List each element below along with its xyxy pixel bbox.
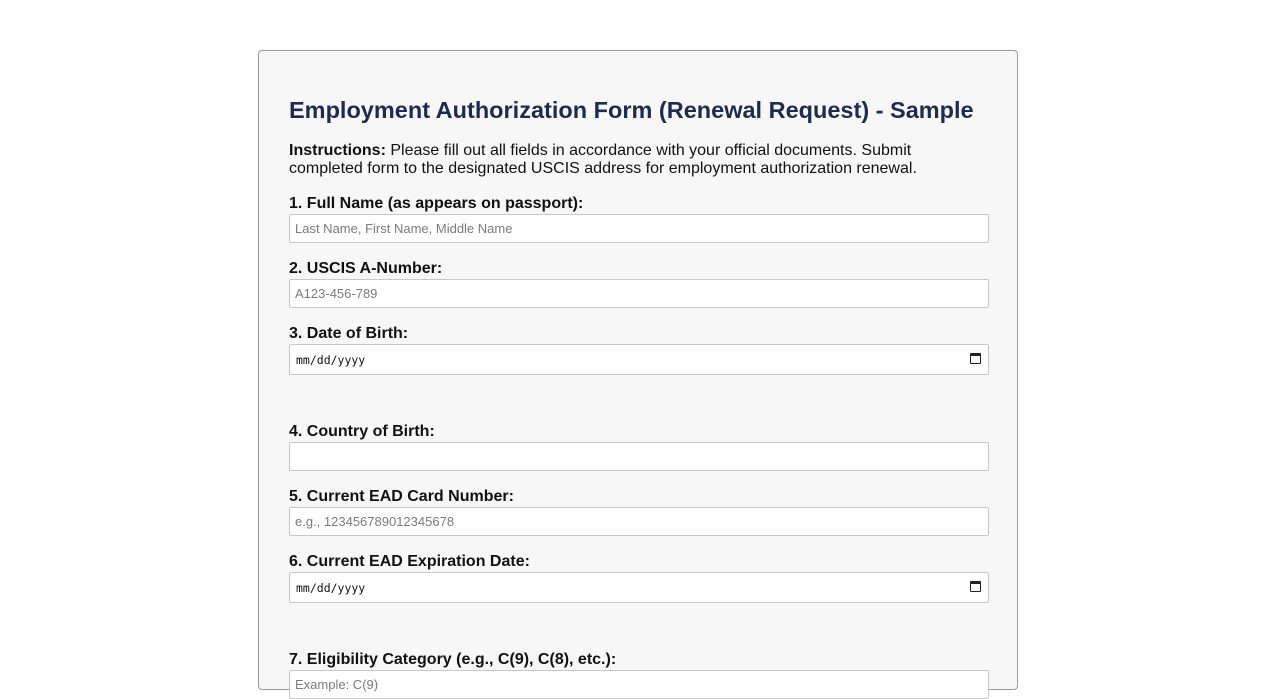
ead-expiration-date-label: 6. Current EAD Expiration Date: xyxy=(289,553,530,570)
form-title: Employment Authorization Form (Renewal Request) - Sample xyxy=(289,97,974,123)
form-card xyxy=(258,50,1018,690)
ead-expiration-date-value: mm/dd/yyyy xyxy=(296,581,366,595)
date-of-birth-value: mm/dd/yyyy xyxy=(296,353,366,367)
instructions-text: Please fill out all fields in accordance with your official documents. Submit completed form to the designated USCIS address for employment authorization renewal. xyxy=(289,142,917,177)
field-eligibility-category xyxy=(289,651,987,699)
a-number-input[interactable] xyxy=(289,279,989,308)
date-of-birth-input[interactable] xyxy=(289,344,989,375)
ead-card-number-label: 5. Current EAD Card Number: xyxy=(289,488,514,505)
calendar-icon[interactable] xyxy=(970,581,981,592)
a-number-label: 2. USCIS A-Number: xyxy=(289,260,443,277)
instructions xyxy=(289,142,969,178)
full-name-label: 1. Full Name (as appears on passport): xyxy=(289,195,584,212)
full-name-input[interactable] xyxy=(289,214,989,243)
field-date-of-birth xyxy=(289,325,987,375)
date-of-birth-label: 3. Date of Birth: xyxy=(289,325,409,342)
ead-card-number-input[interactable] xyxy=(289,507,989,536)
eligibility-category-input[interactable] xyxy=(289,670,989,699)
field-ead-card-number xyxy=(289,488,987,536)
field-country-of-birth xyxy=(289,423,987,471)
eligibility-category-label: 7. Eligibility Category (e.g., C(9), C(8), etc.): xyxy=(289,651,617,668)
country-of-birth-input[interactable] xyxy=(289,442,989,471)
field-a-number xyxy=(289,260,987,308)
instructions-label: Instructions: xyxy=(289,142,386,159)
ead-expiration-date-input[interactable] xyxy=(289,572,989,603)
field-full-name xyxy=(289,195,987,243)
country-of-birth-label: 4. Country of Birth: xyxy=(289,423,435,440)
calendar-icon[interactable] xyxy=(970,353,981,364)
field-ead-expiration-date xyxy=(289,553,987,603)
